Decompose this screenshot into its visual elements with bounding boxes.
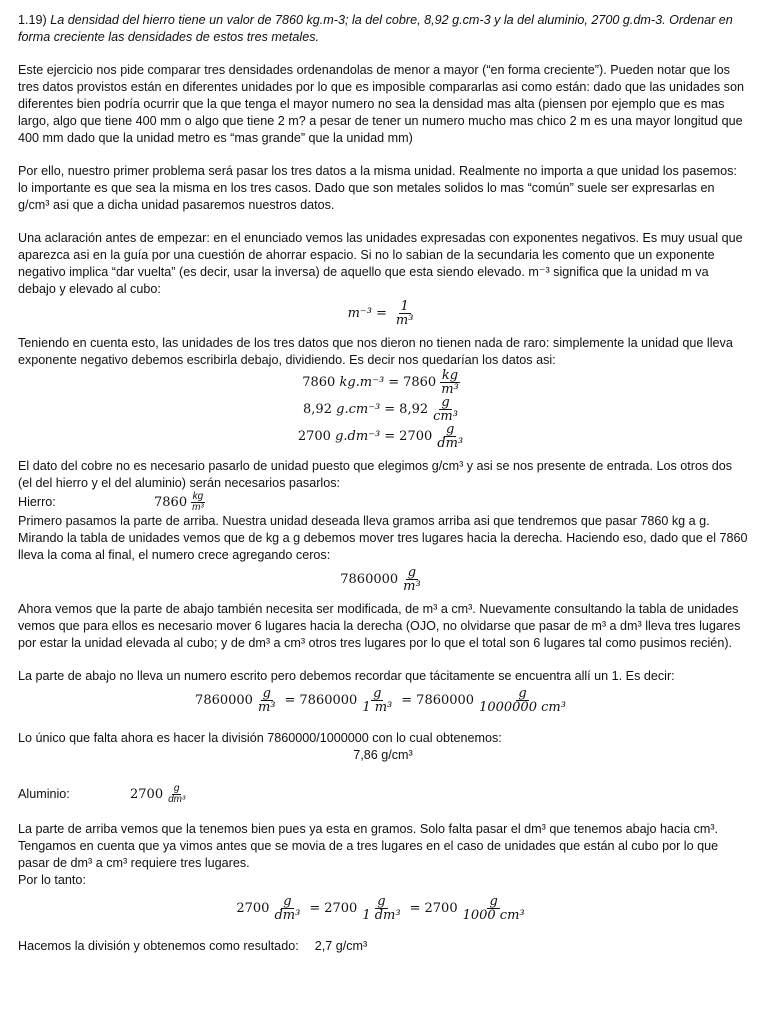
paragraph-2: Por ello, nuestro primer problema será pasar los tres datos a la misma unidad. Realmente no importa a que unidad los pasemos: lo importante es que sea la misma en los tres casos. Dado que son metales solidos lo mas “común” suele ser expresarlas en g/cm³ asi que a dicha unidad pasaremos nuestros datos. (18, 164, 737, 212)
equation-iron: 7860 kg.m⁻³ = 7860 $\frac{kg}{\text{m³}}$ (302, 368, 459, 397)
paragraph-3: Una aclaración antes de empezar: en el enunciado vemos las unidades expresadas con exponentes negativos. Es muy usual que aparezca asi en la guía por una cuestión de ahorrar espacio. Si no lo sabian de la secundaria les comento que un exponente negativo implica “dar vuelta” (es decir, usar la inversa) de aquello que esta siendo elevado. m⁻³ significa que la unidad m va debajo y elevado al cubo: (18, 231, 743, 296)
paragraph-4: Teniendo en cuenta esto, las unidades de los tres datos que nos dieron no tienen nada de raro: simplemente la unidad que lleva exponente negativo debemos escribirla debajo, dividiendo. Es decir nos quedarían los datos asi: (18, 336, 733, 367)
paragraph-7: Ahora vemos que la parte de abajo también necesita ser modificada, de m³ a cm³. Nuevamente consultando la tabla de unidades vemos que para ellos es necesario mover 6 lugares hacia la derecha (OJO, no olvidarse que pasar de m³ a dm³ lleva tres lugares por estar la unidad elevada al cubo; y de dm³ a cm³ otros tres lugares por lo que el total son 6 lugares tal como pusimos recién). (18, 602, 741, 650)
final-result-row (18, 938, 748, 955)
equation-aluminium: 2700 g.dm⁻³ = 2700 $\frac{g}{\text{dm³}}$ (297, 422, 464, 451)
result-iron: 7,86 g/cm³ (353, 748, 413, 762)
paragraph-9: Lo único que falta ahora es hacer la división 7860000/1000000 con lo cual obtenemos: (18, 731, 502, 745)
paragraph-1: Este ejercicio nos pide comparar tres densidades ordenandolas de menor a mayor (“en forma creciente”). Pueden notar que los tres datos provistos están en diferentes unidades por lo que es imposible compararlas asi como están: dado que las unidades son diferentes bien podría ocurrir que la que tenga el mayor numero no sea la densidad mas alta (piensen por ejemplo que es mas largo, algo que tiene 400 mm o algo que tiene 2 m? a pesar de tener un numero mucho mas chico 2 m es una mayor longitud que 400 mm dado que la unidad metro es “mas grande” que la unidad mm) (18, 63, 744, 145)
problem-number: 1.19) (18, 13, 47, 27)
aluminium-label: Aluminio: (18, 787, 70, 801)
problem-statement (18, 12, 748, 46)
equation-copper: 8,92 g.cm⁻³ = 8,92 $\frac{g}{\text{cm³}}$ (303, 395, 458, 424)
equation-iron-conversion: 7860000 $\frac{g}{\text{m³}}$ = 7860000 $\frac{g}{\text{1 m³}}$ = 7860000 $\frac{g}{\text{1000000 cm³}}$ (195, 686, 566, 715)
iron-label: Hierro: (18, 495, 56, 509)
paragraph-6: Primero pasamos la parte de arriba. Nuestra unidad deseada lleva gramos arriba asi que tendremos que pasar 7860 kg a g. Mirando la tabla de unidades vemos que de kg a g debemos mover tres lugares hacia la derecha. Haciendo eso, dado que el 7860 lleva la coma al final, el numero crece agregando ceros: (18, 514, 748, 562)
document-page (18, 12, 748, 955)
paragraph-10: La parte de arriba vemos que la tenemos bien pues ya esta en gramos. Solo falta pasar el dm³ que tenemos abajo hacia cm³. Tengamos en cuenta que ya vimos antes que se movia de a tres lugares en el caso de unidades que están al cubo por lo que pasar de dm³ a cm³ requiere tres lugares. (18, 822, 719, 870)
equation-iron-grams: 7860000 $\frac{g}{\text{m³}}$ (340, 565, 421, 594)
result-aluminium: 2,7 g/cm³ (314, 939, 368, 953)
paragraph-8: La parte de abajo no lleva un numero escrito pero debemos recordar que tácitamente se encuentra allí un 1. Es decir: (18, 669, 675, 683)
iron-row: Hierro: 7860 $\frac{kg}{\text{m³}}$ (18, 491, 204, 513)
equation-negative-exponent: m⁻³ = $\frac{1}{\text{m³}}$ (347, 299, 414, 328)
paragraph-12: Hacemos la división y obtenemos como resultado: (18, 939, 299, 953)
paragraph-5: El dato del cobre no es necesario pasarlo de unidad puesto que elegimos g/cm³ y asi se nos presente de entrada. Los otros dos (el del hierro y el del aluminio) serán necesarios pasarlos: (18, 459, 733, 490)
aluminium-row: Aluminio: 2700 $\frac{g}{\text{dm³}}$ (18, 783, 186, 805)
equation-aluminium-conversion: 2700 $\frac{g}{\text{dm³}}$ = 2700 $\frac{g}{\text{1 dm³}}$ = 2700 $\frac{g}{\text{1000 cm³}}$ (236, 894, 525, 923)
problem-text: La densidad del hierro tiene un valor de 7860 kg.m-3; la del cobre, 8,92 g.cm-3 y la del aluminio, 2700 g.dm-3. Ordenar en forma creciente las densidades de estos tres metales. (18, 13, 733, 44)
paragraph-11: Por lo tanto: (18, 873, 86, 887)
equations-units (18, 369, 748, 450)
